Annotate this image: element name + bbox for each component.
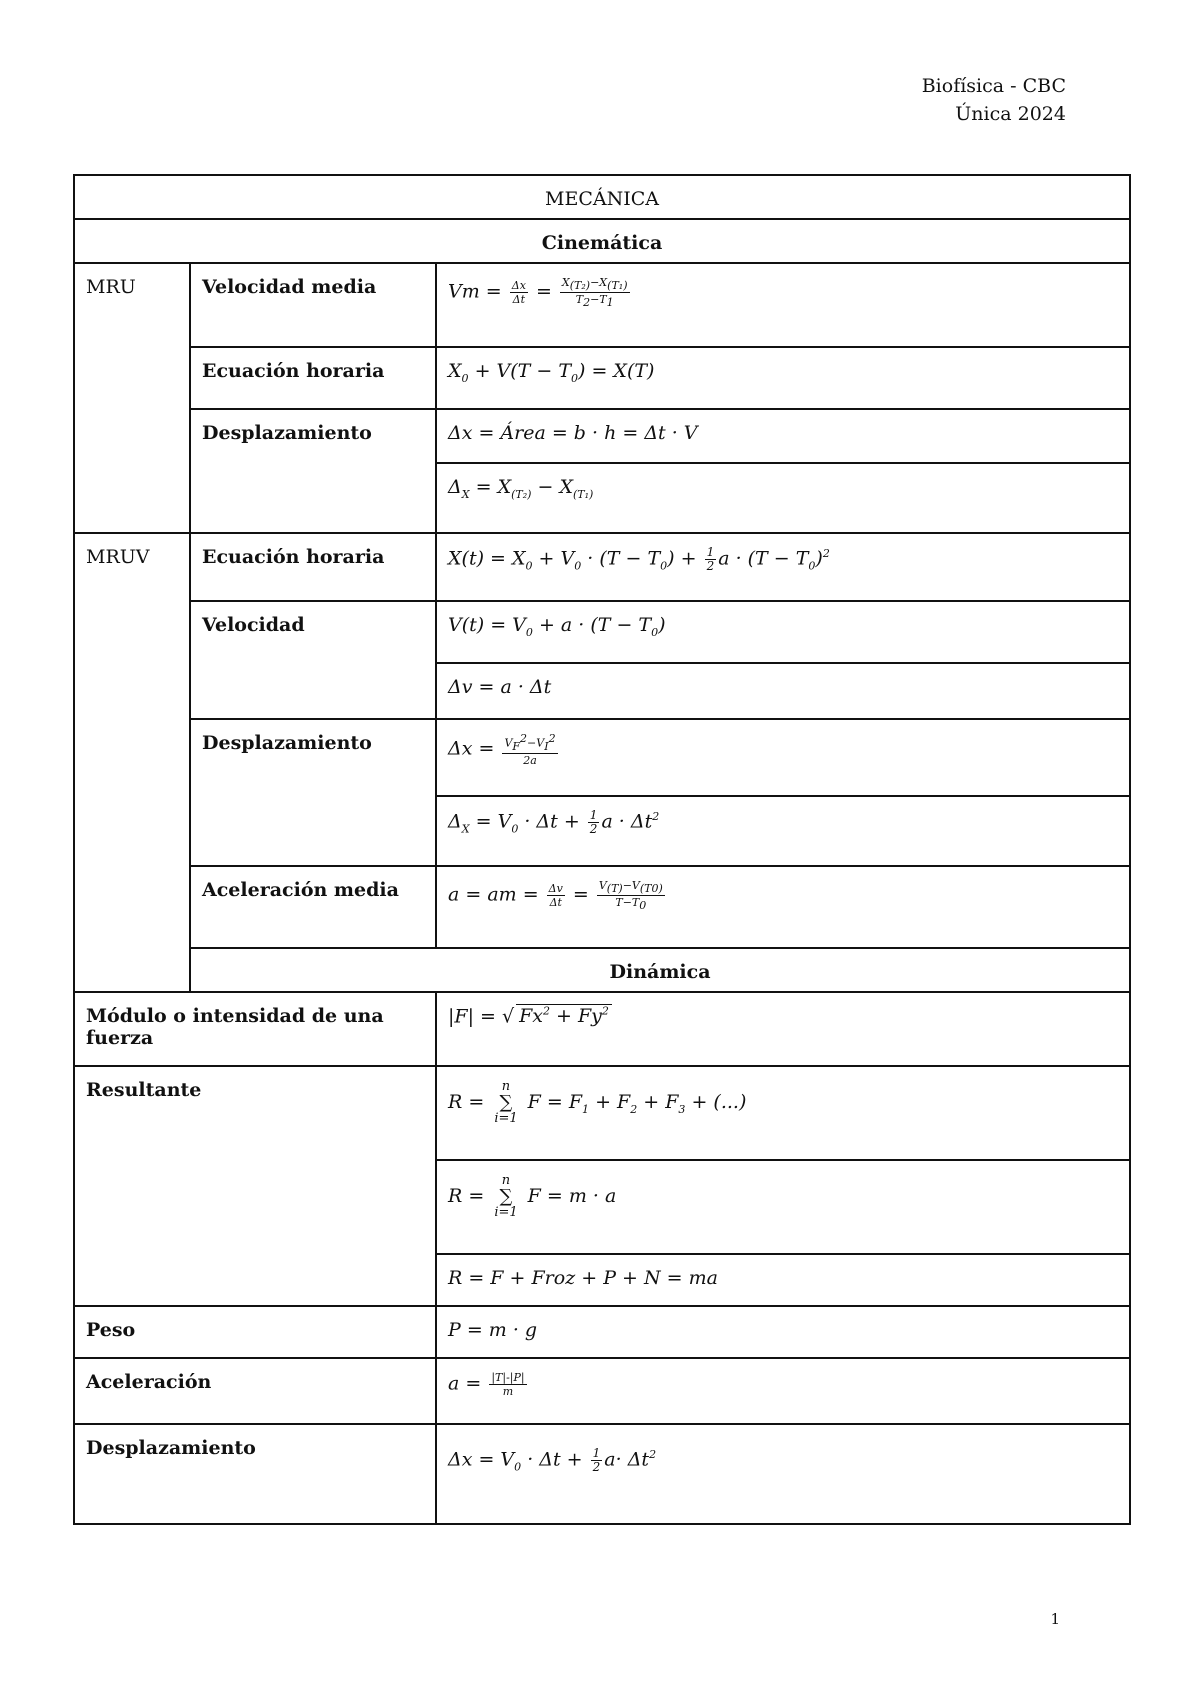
label-resultante: Resultante xyxy=(74,1066,436,1306)
formula-modulo: |F| = √ $Fx^2 + Fy^2$ xyxy=(436,992,1130,1066)
section-row xyxy=(74,219,1130,263)
table-row xyxy=(74,409,1130,463)
section-cinematica: Cinemática xyxy=(74,219,1130,263)
formula-mruv-delta-v: Δv = a · Δt xyxy=(436,663,1130,719)
label-mru-velocidad-media: Velocidad media xyxy=(190,263,436,347)
formula-mruv-ecuacion: $X(t) = X_0 + V_0 \cdot (T - T_0)$ + $\frac{1}{2}$ $a \cdot (T - T_0)^2$ xyxy=(436,533,1130,601)
label-aceleracion: Aceleración xyxy=(74,1358,436,1424)
formula-mru-area: Δx = Área = b · h = Δt · V xyxy=(436,409,1130,463)
label-peso: Peso xyxy=(74,1306,436,1358)
formula-mruv-velocidad: $V(t) = V_0 + a \cdot (T - T_0)$ xyxy=(436,601,1130,663)
table-row xyxy=(74,347,1130,409)
label-mruv-desplazamiento: Desplazamiento xyxy=(190,719,436,866)
label-mruv-velocidad: Velocidad xyxy=(190,601,436,719)
table-row xyxy=(74,866,1130,948)
document-header xyxy=(922,72,1066,128)
formula-peso: P = m · g xyxy=(436,1306,1130,1358)
category-mru: MRU xyxy=(74,263,190,533)
label-mruv-ecuacion-horaria: Ecuación horaria xyxy=(190,533,436,601)
label-mru-desplazamiento: Desplazamiento xyxy=(190,409,436,533)
table-title: MECÁNICA xyxy=(74,175,1130,219)
table-row xyxy=(74,263,1130,347)
table-row xyxy=(74,1306,1130,1358)
formula-desplazamiento-dinamica: $\Delta x = V_0 \cdot \Delta t$ + $\frac{1}{2}$ $a\cdot \Delta t^2$ xyxy=(436,1424,1130,1524)
formula-mruv-acel-media: a = am = $\frac{\Delta v}{\Delta t}$ = $\frac{V_{(T)}-V_{(T0)}}{T-T_0}$ xyxy=(436,866,1130,948)
label-modulo-fuerza: Módulo o intensidad de una fuerza xyxy=(74,992,436,1066)
label-mru-ecuacion-horaria: Ecuación horaria xyxy=(190,347,436,409)
page-number: 1 xyxy=(1050,1610,1060,1628)
formula-resultante-fuerzas: R = F + Froz + P + N = ma xyxy=(436,1254,1130,1306)
formula-mru-vel-media: Vm = $\frac{\Delta x}{\Delta t}$ = $\frac{X_{(T_2)}-X_{(T_1)}}{T_2-T_1}$ xyxy=(436,263,1130,347)
table-row xyxy=(74,719,1130,796)
table-row xyxy=(74,533,1130,601)
formula-mru-ecuacion: $X_0 + V(T - T_0) = X(T)$ xyxy=(436,347,1130,409)
table-row xyxy=(74,1066,1130,1160)
header-term: Única 2024 xyxy=(955,103,1066,125)
formula-resultante-newton: R = n ∑ i=1 F = m · a xyxy=(436,1160,1130,1254)
category-mruv: MRUV xyxy=(74,533,190,992)
label-desplazamiento-dinamica: Desplazamiento xyxy=(74,1424,436,1524)
formula-table xyxy=(73,174,1131,1525)
formula-aceleracion: a = $\frac{|T|-|P|}{m}$ xyxy=(436,1358,1130,1424)
table-row xyxy=(74,992,1130,1066)
formula-mru-delta: $\Delta_X = X_{(T_2)} - X_{(T_1)}$ xyxy=(436,463,1130,533)
formula-mruv-delta-x: $\Delta_X = V_0 \cdot \Delta t$ + $\frac{1}{2}$ $a \cdot \Delta t^2$ xyxy=(436,796,1130,866)
table-title-row xyxy=(74,175,1130,219)
section-dinamica: Dinámica xyxy=(190,948,1130,992)
table-row xyxy=(74,1358,1130,1424)
header-course: Biofísica - CBC xyxy=(921,75,1066,97)
formula-resultante-suma: R = n ∑ i=1 $F = F_1 + F_2 + F_3$ + (...) xyxy=(436,1066,1130,1160)
formula-mruv-torricelli: Δx = $\frac{V_F^2-V_I^2}{2a}$ xyxy=(436,719,1130,796)
label-mruv-aceleracion-media: Aceleración media xyxy=(190,866,436,948)
section-row xyxy=(74,948,1130,992)
table-row xyxy=(74,601,1130,663)
table-row xyxy=(74,1424,1130,1524)
